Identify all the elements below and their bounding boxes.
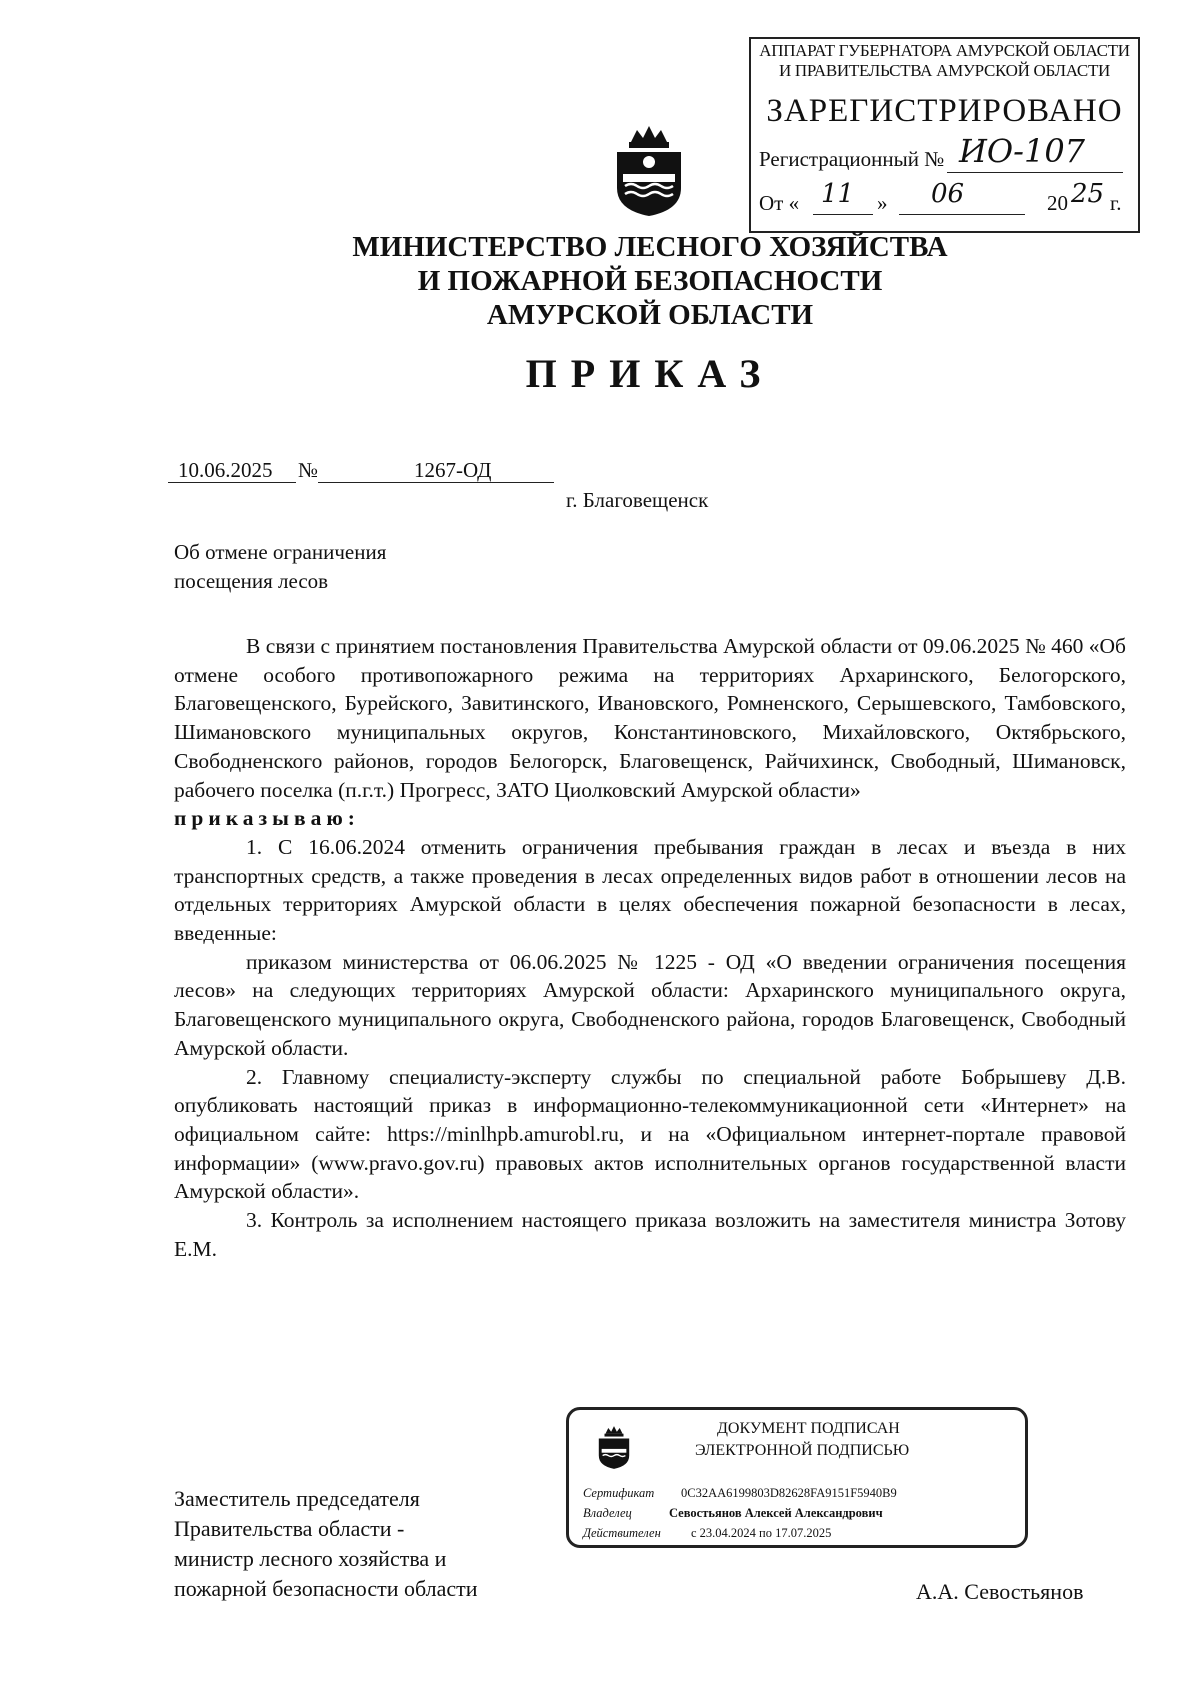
ministry-name-line-3: АМУРСКОЙ ОБЛАСТИ [486,299,814,331]
month-handwritten: 06 [931,179,965,209]
item-2: 2. Главному специалисту-эксперту службы по специальной работе Бобрышеву Д.В. опубликовать настоящий приказ в информационно-телекоммуникационной сети «Интернет» на официальном сайте: https://minlhpb.amurobl.ru, и на «Официальном интернет-портале правовой информации» (www.pravo.gov.ru) правовых актов исполнительных органов государственной власти Амурской области». [174,1064,1126,1204]
year-unit: г. [1110,191,1122,215]
cert-label: Сертификат [583,1486,655,1500]
year-prefix: 20 [1047,191,1068,215]
coat-of-arms-small-icon [595,1424,633,1470]
item-1-sub: приказом министерства от 06.06.2025 № 1225 - ОД «О введении ограничения посещения лесов» на следующих территориях Амурской области: Архаринского муниципального округа, Благовещенского муниципального округа, Свободненского района, городов Благовещенск, Свободный Амурской области. [174,949,1126,1060]
document-type-title: ПРИКАЗ [525,351,775,396]
order-body [174,632,1126,1263]
signer-position-line-1: Заместитель председателя [174,1486,420,1511]
reg-number-label: Регистрационный № [759,147,945,171]
date-from-label: От « [759,191,800,215]
item-3: 3. Контроль за исполнением настоящего приказа возложить на заместителя министра Зотову Е.М. [174,1208,1126,1261]
signer-position-line-2: Правительства области - [174,1516,405,1541]
preamble: В связи с принятием постановления Правительства Амурской области от 09.06.2025 № 460 «Об отмене особого противопожарного режима на территориях Архаринского, Белогорского, Благовещенского, Бурейского, Завитинского, Ивановского, Ромненского, Серышевского, Тамбовского, Шимановского муниципальных округов, Константиновского, Михайловского, Октябрьского, Свободненского районов, городов Белогорск, Благовещенск, Райчихинск, Свободный, Шимановск, рабочего поселка (п.г.т.) Прогресс, ЗАТО Циолковский Амурской области» [174,634,1126,802]
e-sign-title-line-1: ДОКУМЕНТ ПОДПИСАН [717,1420,900,1437]
coat-of-arms-icon [609,122,689,218]
day-handwritten: 11 [821,179,855,209]
date-close-quote: » [877,191,888,215]
order-number: 1267-ОД [414,458,492,482]
e-sign-title-line-2: ЭЛЕКТРОННОЙ ПОДПИСЬЮ [695,1442,910,1459]
signer-position-line-3: министр лесного хозяйства и [174,1546,447,1571]
reg-number-underline [947,172,1123,173]
registration-stamp [749,37,1140,233]
month-underline [899,214,1025,215]
order-word: приказываю: [174,806,360,831]
order-date-underline [168,482,296,483]
order-number-label: № [298,458,319,482]
cert-value: 0C32AA6199803D82628FA9151F5940B9 [681,1486,897,1500]
subject-line-1: Об отмене ограничения [174,540,387,564]
stamp-registered-title: ЗАРЕГИСТРИРОВАНО [766,93,1123,129]
order-date: 10.06.2025 [178,458,273,482]
stamp-line-1: АППАРАТ ГУБЕРНАТОРА АМУРСКОЙ ОБЛАСТИ [759,41,1130,60]
year-handwritten: 25 [1071,179,1105,209]
city: г. Благовещенск [566,488,709,512]
ministry-name-line-1: МИНИСТЕРСТВО ЛЕСНОГО ХОЗЯЙСТВА [352,231,948,263]
e-signature-stamp [566,1407,1028,1548]
signer-name: А.А. Севостьянов [916,1579,1084,1604]
signer-position-line-4: пожарной безопасности области [174,1576,478,1601]
day-underline [813,214,873,215]
item-1: 1. С 16.06.2024 отменить ограничения пребывания граждан в лесах и въезда в них транспортных средств, а также проведения в лесах определенных видов работ в отношении лесов на отдельных территориях Амурской области в целях обеспечения пожарной безопасности в лесах, введенные: [174,834,1126,946]
valid-label: Действителен [583,1526,661,1540]
valid-value: с 23.04.2024 по 17.07.2025 [691,1526,832,1540]
owner-label: Владелец [583,1506,632,1520]
ministry-name-line-2: И ПОЖАРНОЙ БЕЗОПАСНОСТИ [417,265,883,297]
subject-line-2: посещения лесов [174,569,329,593]
stamp-line-2: И ПРАВИТЕЛЬСТВА АМУРСКОЙ ОБЛАСТИ [778,61,1111,80]
reg-number-handwritten: ИО-107 [959,132,1086,170]
owner-value: Севостьянов Алексей Александрович [669,1506,883,1520]
